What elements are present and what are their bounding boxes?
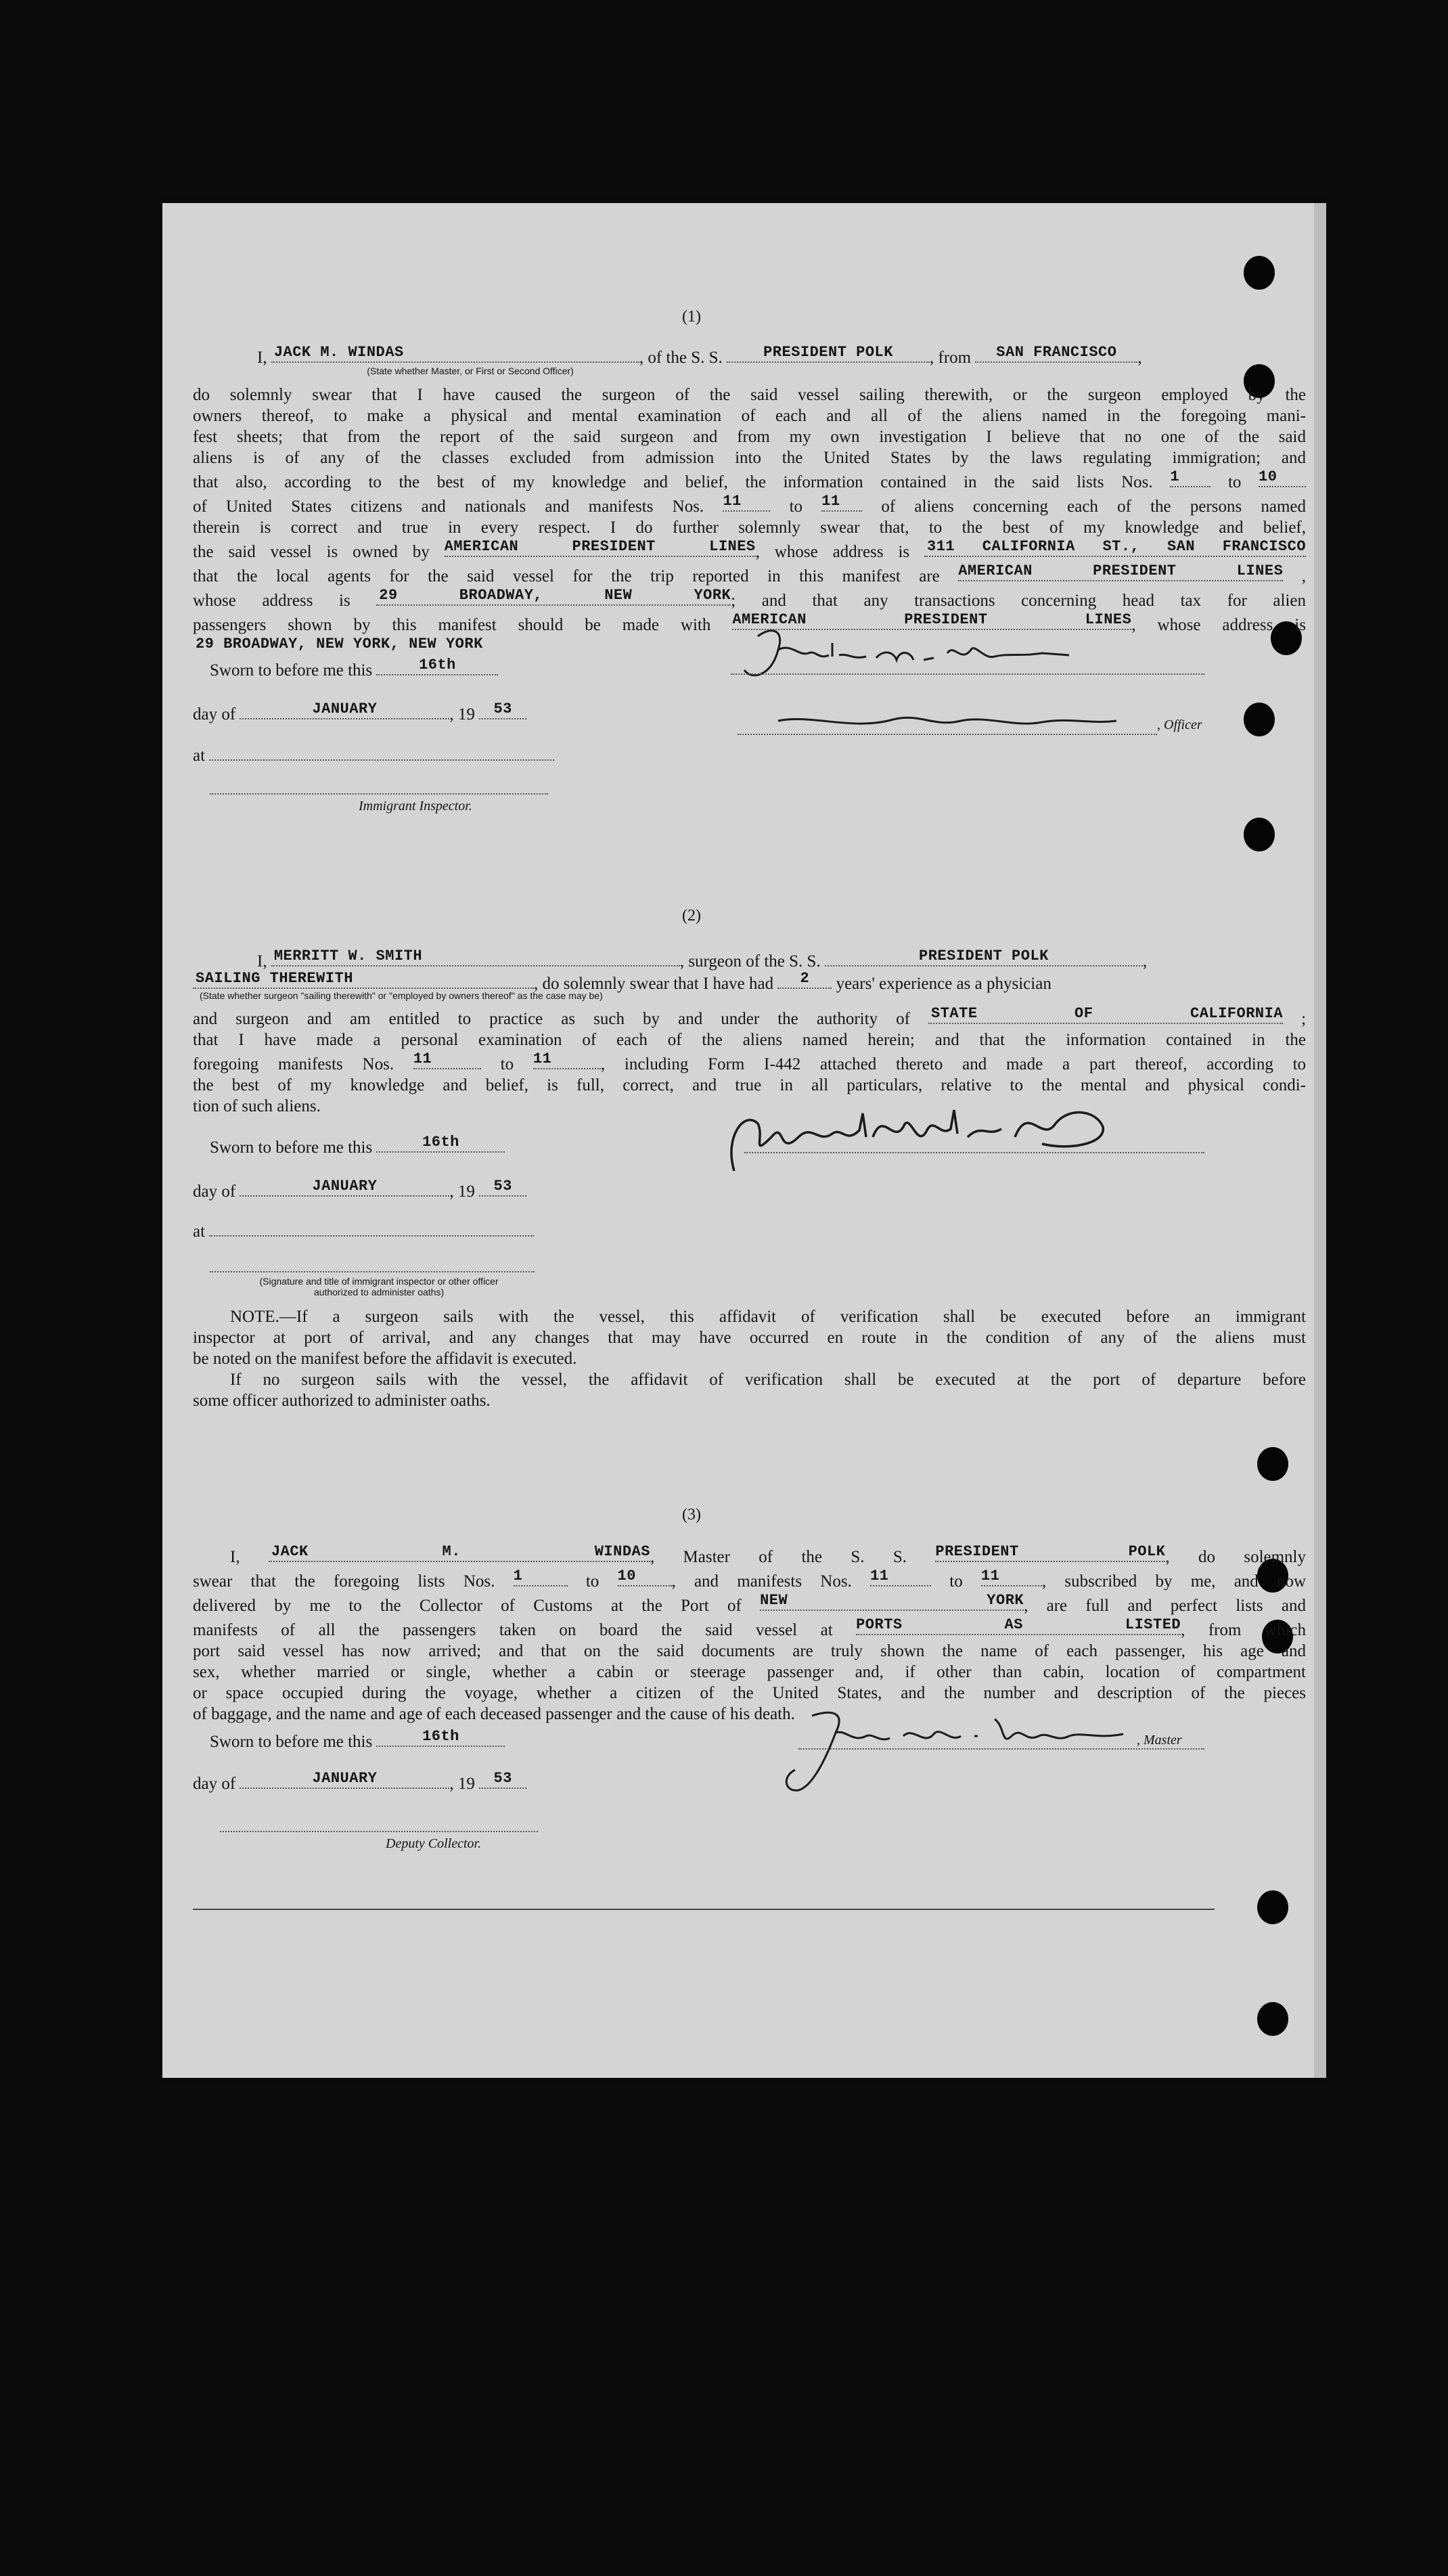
month-field[interactable]: JANUARY <box>240 1770 449 1789</box>
body-line: the best of my knowledge and belief, is full, correct, and true in all particulars, relative to the mental and physical condi- <box>193 1076 1306 1094</box>
i-label: I, <box>257 952 267 971</box>
body-line: swear that the foregoing lists Nos. 1 to 10 , and manifests Nos. 11 to 11 , subscribed by me, and now <box>193 1568 1307 1591</box>
body-line: port said vessel has now arrived; and that on the said documents are truly shown the name of each passenger, his age and <box>193 1642 1306 1660</box>
authority-field[interactable]: STATE OF CALIFORNIA <box>928 1005 1283 1024</box>
lists-from-field[interactable]: 1 <box>1170 468 1211 487</box>
day-of-line: day of JANUARY , 19 53 <box>193 701 526 725</box>
body-line: do solemnly swear that I have caused the surgeon of the said vessel sailing therewith, or the surgeon employed by the <box>193 386 1306 404</box>
sworn-line: Sworn to before me this 16th <box>210 657 498 681</box>
manifests-to-field[interactable]: 11 <box>533 1050 601 1069</box>
punch-hole <box>1257 1890 1288 1924</box>
body-line: of United States citizens and nationals and manifests Nos. 11 to 11 of aliens concerning each of the persons named <box>193 493 1307 516</box>
section-number: (2) <box>682 907 701 925</box>
body-line: that also, according to the best of my knowledge and belief, the information contained in the said lists Nos. 1 to 10 <box>193 468 1306 493</box>
agents-field[interactable]: AMERICAN PRESIDENT LINES <box>958 562 1283 581</box>
note-line: some officer authorized to administer oaths. <box>193 1392 491 1410</box>
affidavit2-line-1: SAILING THEREWITH , do solemnly swear that I have had 2 years' experience as a physician <box>193 970 1051 994</box>
body-line: of baggage, and the name and age of each deceased passenger and the cause of his death. <box>193 1705 795 1723</box>
body-line: that the local agents for the said vessel for the trip reported in this manifest are AMERICAN PRESIDENT LINES , <box>193 562 1307 585</box>
master-signature <box>771 1706 1150 1800</box>
collector-signature-line <box>220 1831 538 1832</box>
officer-label: , Officer <box>1157 717 1202 732</box>
at-field[interactable] <box>209 1220 534 1237</box>
punch-hole <box>1244 703 1275 736</box>
from-label: , from <box>930 349 972 367</box>
sworn-day-field[interactable]: 16th <box>376 1134 505 1153</box>
surgeon-signature <box>717 1096 1123 1184</box>
officer-title-signature <box>771 707 1123 734</box>
body-line: or space occupied during the voyage, whether a citizen of the United States, and the number and description of the pieces <box>193 1684 1306 1702</box>
note-line: If no surgeon sails with the vessel, the affidavit of verification shall be executed at the port of departure before <box>230 1371 1306 1389</box>
manifests-from-field[interactable]: 11 <box>870 1568 931 1586</box>
year-field[interactable]: 53 <box>479 1178 526 1197</box>
body-line: foregoing manifests Nos. 11 to 11 , including Form I-442 attached thereto and made a part thereof, according to <box>193 1050 1307 1073</box>
body-line: sex, whether married or single, whether a cabin or steerage passenger and, if other than cabin, location of compartment <box>193 1663 1306 1681</box>
affidavit1-line-0: I, JACK M. WINDAS , of the S. S. PRESIDENT POLK , from SAN FRANCISCO , <box>257 344 1142 367</box>
sheet-edge-shadow <box>1314 203 1326 2078</box>
vessel-field[interactable]: PRESIDENT POLK <box>935 1543 1165 1562</box>
vessel-field[interactable]: PRESIDENT POLK <box>825 948 1143 967</box>
signature-note: (Signature and title of immigrant inspector or other officer authorized to administer oaths) <box>259 1276 499 1297</box>
body-line: delivered by me to the Collector of Customs at the Port of NEW YORK, are full and perfect lists and <box>193 1592 1307 1615</box>
affidavit2-line-0: I, MERRITT W. SMITH , surgeon of the S. S. PRESIDENT POLK , <box>257 948 1148 971</box>
owner-address-field[interactable]: 311 CALIFORNIA ST., SAN FRANCISCO <box>924 538 1306 557</box>
day-of-line: day of JANUARY , 19 53 <box>193 1178 526 1202</box>
agents-address-field[interactable]: 29 BROADWAY, NEW YORK <box>376 587 731 606</box>
body-line: the said vessel is owned by AMERICAN PRESIDENT LINES, whose address is 311 CALIFORNIA ST., SAN FRANCISCO <box>193 538 1307 561</box>
officer-signature-line <box>731 673 1204 675</box>
body-line: and surgeon and am entitled to practice as such by and under the authority of STATE OF CALIFORNIA ; <box>193 1005 1307 1028</box>
body-line: tion of such aliens. <box>193 1097 321 1115</box>
body-line: owners thereof, to make a physical and mental examination of each and all of the aliens named in the foregoing mani- <box>193 407 1306 425</box>
at-line: at <box>193 745 554 766</box>
surgeon-signature-line <box>744 1152 1204 1153</box>
body-line: aliens is of any of the classes excluded from admission into the United States by the laws regulating immigration; and <box>193 449 1306 467</box>
punch-hole <box>1257 1447 1288 1481</box>
month-field[interactable]: JANUARY <box>240 701 449 719</box>
lists-from-field[interactable]: 1 <box>514 1568 568 1586</box>
master-label: , Master <box>1137 1733 1182 1748</box>
body-line: fest sheets; that from the report of the said surgeon and from my own investigation I believe that no one of the said <box>193 428 1306 446</box>
body-line: passengers shown by this manifest should be made with AMERICAN PRESIDENT LINES, whose address is <box>193 611 1306 634</box>
section-number: (3) <box>682 1506 701 1524</box>
body-line: therein is correct and true in every respect. I do further solemnly swear that, to the best of my knowledge and belief, <box>193 518 1306 537</box>
at-line: at <box>193 1220 534 1242</box>
surgeon-note: (State whether surgeon "sailing therewith" or "employed by owners thereof" as the case may be) <box>200 990 603 1001</box>
surgeon-status-field[interactable]: SAILING THEREWITH <box>193 970 534 989</box>
sworn-line: Sworn to before me this 16th <box>210 1728 505 1752</box>
manifest-sheet <box>162 203 1326 2078</box>
sworn-day-field[interactable]: 16th <box>376 1728 505 1747</box>
owner-field[interactable]: AMERICAN PRESIDENT LINES <box>445 538 756 557</box>
officer-title-line <box>738 734 1157 735</box>
day-of-line: day of JANUARY , 19 53 <box>193 1770 526 1794</box>
officer-name-field[interactable]: JACK M. WINDAS <box>271 344 639 363</box>
inspector-signature-line <box>210 793 548 795</box>
punch-hole <box>1244 256 1275 290</box>
month-field[interactable]: JANUARY <box>240 1178 449 1197</box>
body-line: manifests of all the passengers taken on board the said vessel at PORTS AS LISTED, from which <box>193 1616 1306 1639</box>
punch-hole <box>1257 2002 1288 2036</box>
master-signature-line <box>798 1748 1204 1750</box>
manifests-from-field[interactable]: 11 <box>413 1050 481 1069</box>
sworn-day-field[interactable]: 16th <box>376 657 498 675</box>
manifests-to-field[interactable]: 11 <box>981 1568 1042 1586</box>
head-tax-agent-field[interactable]: AMERICAN PRESIDENT LINES <box>732 611 1131 630</box>
section-number: (1) <box>682 308 701 326</box>
i-label: I, <box>257 349 267 367</box>
boarded-at-field[interactable]: PORTS AS LISTED <box>856 1616 1181 1635</box>
affidavit2-note <box>193 1306 1306 1411</box>
from-port-field[interactable]: SAN FRANCISCO <box>975 344 1137 363</box>
manifests-from-field[interactable]: 11 <box>723 493 770 512</box>
lists-to-field[interactable]: 10 <box>618 1568 672 1586</box>
year-field[interactable]: 53 <box>479 701 526 719</box>
bottom-rule <box>193 1909 1215 1910</box>
punch-hole <box>1244 818 1275 851</box>
inspector-label: Immigrant Inspector. <box>359 799 472 814</box>
collector-label: Deputy Collector. <box>386 1836 482 1851</box>
affidavit3-body <box>193 1543 1306 1725</box>
of-the-ss-label: , of the S. S. <box>639 349 723 367</box>
note-line: inspector at port of arrival, and any changes that may have occurred en route in the condition of any of the aliens must <box>193 1329 1306 1347</box>
vessel-field[interactable]: PRESIDENT POLK <box>727 344 930 363</box>
surgeon-name-field[interactable]: MERRITT W. SMITH <box>271 948 680 967</box>
note-line: be noted on the manifest before the affidavit is executed. <box>193 1350 577 1368</box>
lists-to-field[interactable]: 10 <box>1259 468 1306 487</box>
signature-line <box>210 1271 535 1272</box>
head-tax-address-field[interactable]: 29 BROADWAY, NEW YORK, NEW YORK <box>196 636 483 652</box>
sworn-line: Sworn to before me this 16th <box>210 1134 505 1158</box>
at-field[interactable] <box>209 745 554 761</box>
affidavit1-body <box>193 384 1306 659</box>
year-field[interactable]: 53 <box>479 1770 526 1789</box>
officer-note: (State whether Master, or First or Second Officer) <box>367 365 574 376</box>
body-line: that I have made a personal examination of each of the aliens named herein; and that the information contained in the <box>193 1031 1306 1049</box>
note-line: NOTE.—If a surgeon sails with the vessel, this affidavit of verification shall be executed before an immigrant <box>230 1308 1306 1326</box>
body-line: I, JACK M. WINDAS, Master of the S. S. PRESIDENT POLK, do solemnly <box>230 1543 1307 1566</box>
master-name-field[interactable]: JACK M. WINDAS <box>269 1543 650 1562</box>
manifests-to-field[interactable]: 11 <box>821 493 862 512</box>
port-field[interactable]: NEW YORK <box>760 1592 1024 1611</box>
years-field[interactable]: 2 <box>777 970 832 989</box>
body-line: whose address is 29 BROADWAY, NEW YORK; and that any transactions concerning head tax for alien <box>193 587 1306 610</box>
